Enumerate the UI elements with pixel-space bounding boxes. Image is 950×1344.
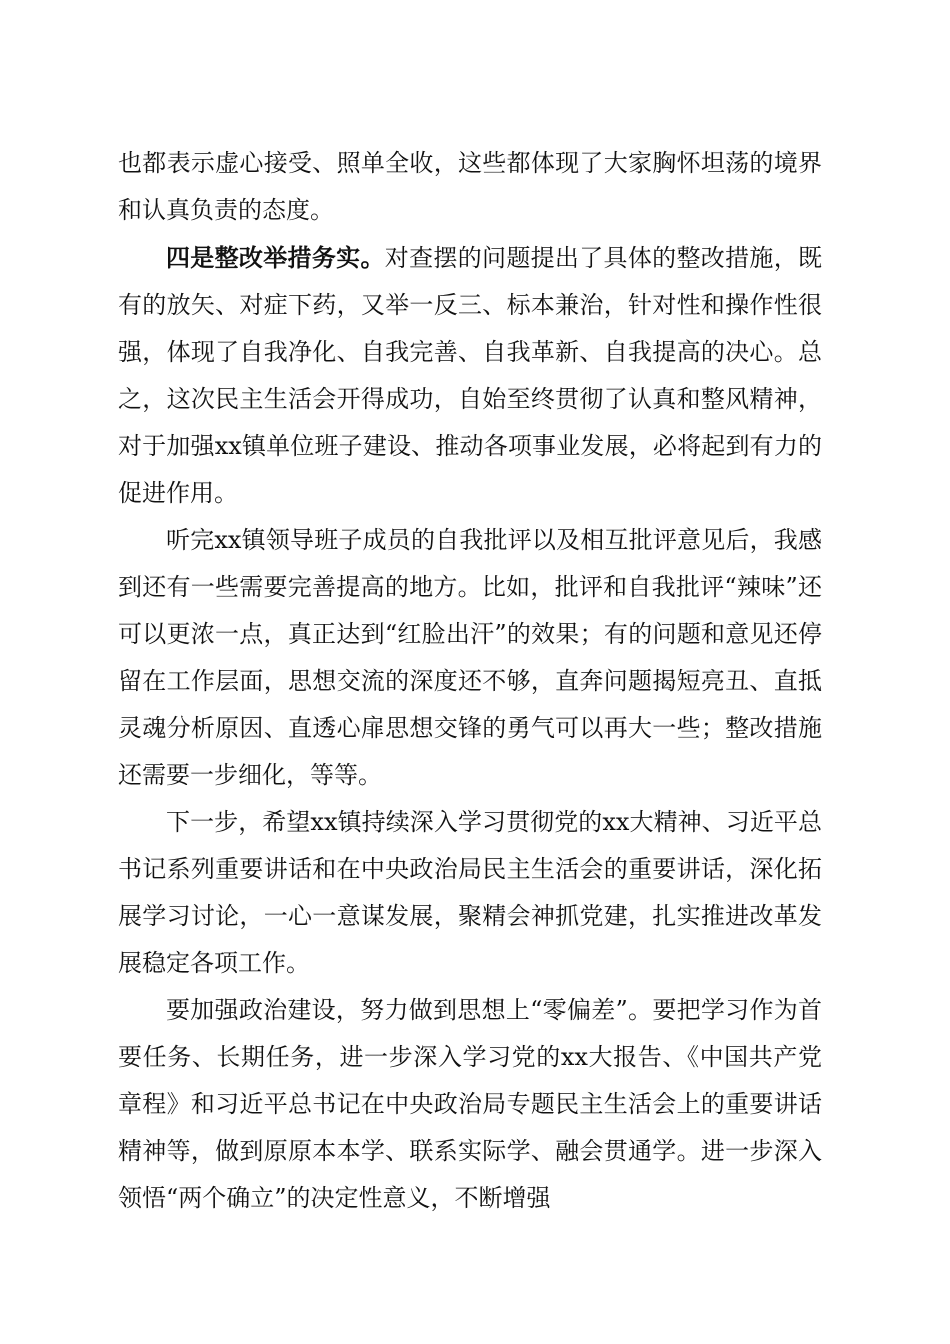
paragraph-text: 要加强政治建设，努力做到思想上“零偏差”。要把学习作为首要任务、长期任务，进一步深入学习党的xx大报告、《中国共产党章程》和习近平总书记在中央政治局专题民主生活会上的重要讲话精神等，做到原原本本学、联系实际学、融会贯通学。进一步深入领悟“两个确立”的决定性意义，不断增强 bbox=[118, 996, 822, 1212]
paragraph-text: 也都表示虚心接受、照单全收，这些都体现了大家胸怀坦荡的境界和认真负责的态度。 bbox=[118, 149, 822, 224]
paragraph-text: 听完xx镇领导班子成员的自我批评以及相互批评意见后，我感到还有一些需要完善提高的地方。比如，批评和自我批评“辣味”还可以更浓一点，真正达到“红脸出汗”的效果；有的问题和意见还停留在工作层面，思想交流的深度还不够，直奔问题揭短亮丑、直抵灵魂分析原因、直透心扉思想交锋的勇气可以再大一些；整改措施还需要一步细化，等等。 bbox=[118, 526, 822, 789]
paragraph-lead-heading: 四是整改举措务实。 bbox=[166, 243, 385, 272]
document-body bbox=[118, 140, 822, 1222]
paragraph-political-construction bbox=[118, 987, 822, 1222]
paragraph-next-steps bbox=[118, 799, 822, 987]
paragraph-rectification-measures bbox=[118, 234, 822, 517]
paragraph-text: 对查摆的问题提出了具体的整改措施，既有的放矢、对症下药，又举一反三、标本兼治，针对性和操作性很强，体现了自我净化、自我完善、自我革新、自我提高的决心。总之，这次民主生活会开得成功，自始至终贯彻了认真和整风精神，对于加强xx镇单位班子建设、推动各项事业发展，必将起到有力的促进作用。 bbox=[118, 244, 823, 507]
paragraph-improvement-points bbox=[118, 517, 822, 799]
paragraph-continued bbox=[118, 140, 822, 234]
paragraph-text: 下一步，希望xx镇持续深入学习贯彻党的xx大精神、习近平总书记系列重要讲话和在中央政治局民主生活会的重要讲话，深化拓展学习讨论，一心一意谋发展，聚精会神抓党建，扎实推进改革发展稳定各项工作。 bbox=[118, 808, 822, 977]
